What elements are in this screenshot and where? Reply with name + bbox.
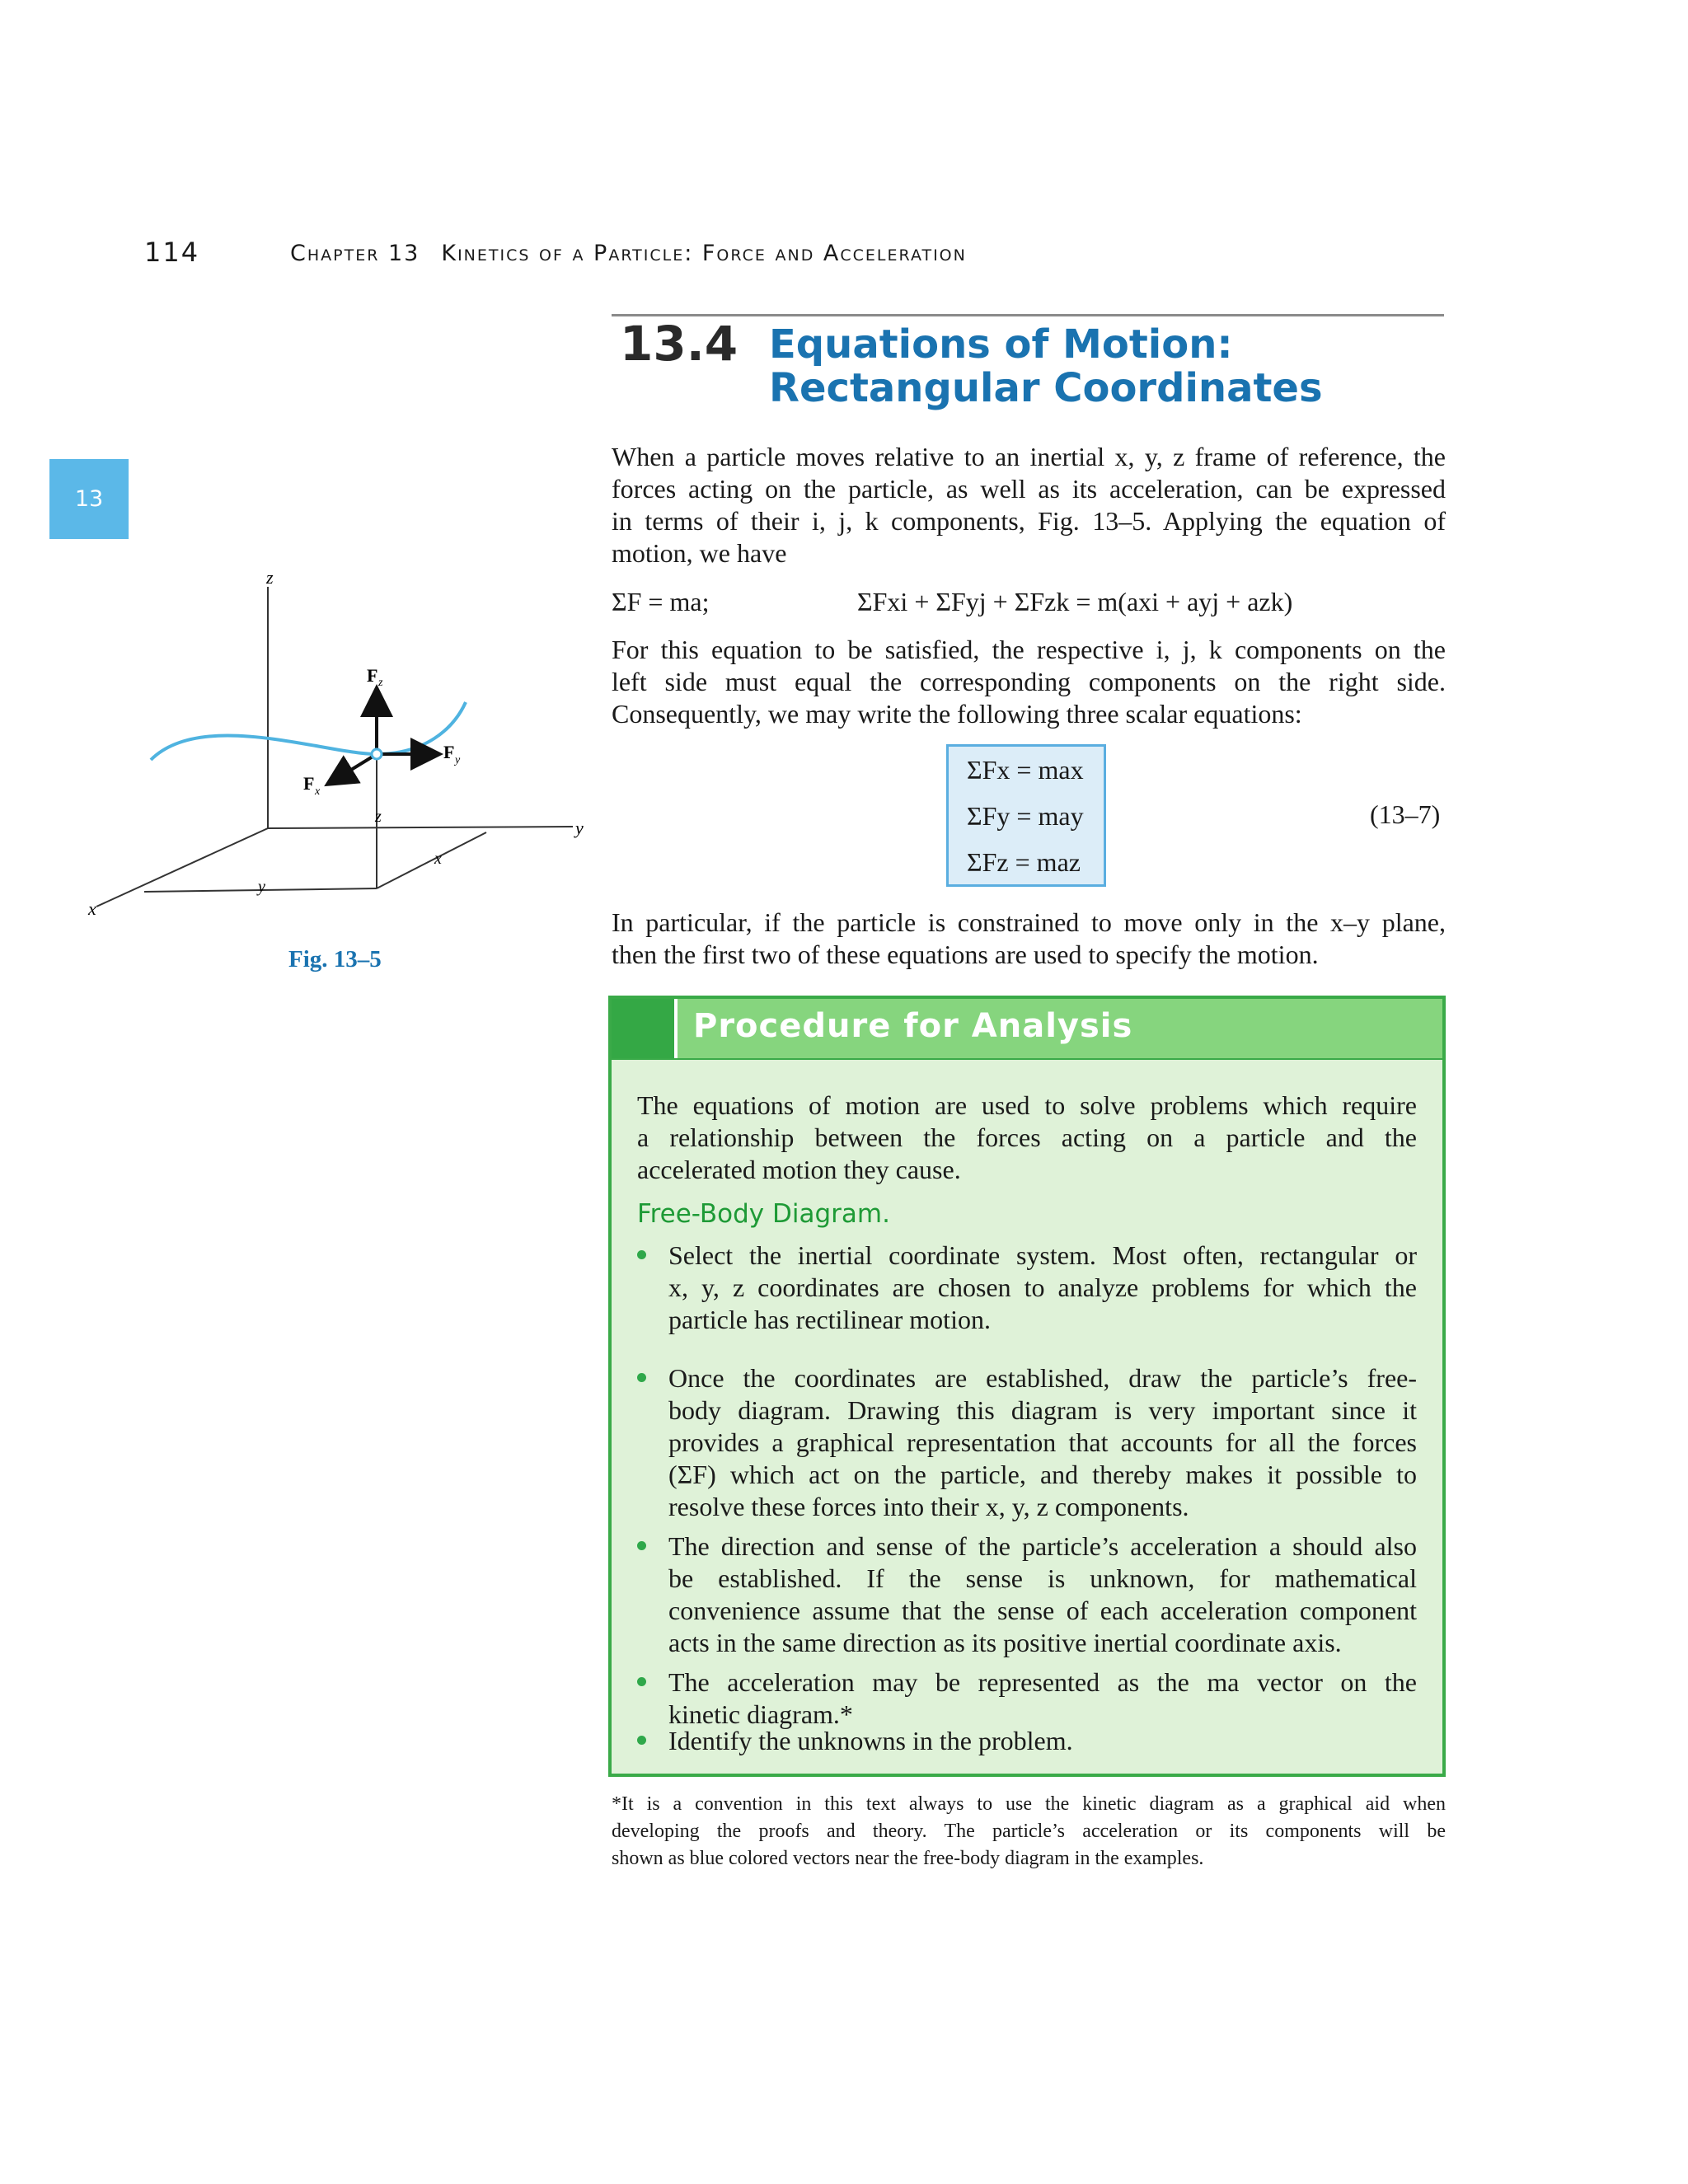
bullet-line: resolve these forces into their x, y, z components. [668, 1492, 1189, 1521]
planar-paragraph [612, 907, 1446, 971]
intro-paragraph [612, 441, 1446, 569]
force-diagram [78, 569, 606, 931]
scalar-equations-box [946, 744, 1106, 887]
force-y-label: F [443, 742, 455, 762]
page-number: 114 [144, 237, 200, 268]
paragraph-line: For this equation to be satisfied, the respective i, j, k components on the [612, 635, 1446, 664]
x-axis-label: x [88, 898, 96, 919]
section-number: 13.4 [620, 316, 738, 372]
bullet-dot [637, 1250, 646, 1259]
bullet-dot [637, 1541, 646, 1550]
footnote [612, 1791, 1446, 1872]
footnote-line: developing the proofs and theory. The particle’s acceleration or its components will be [612, 1821, 1446, 1842]
footnote-line: shown as blue colored vectors near the free-body diagram in the examples. [612, 1848, 1204, 1869]
footnote-line: *It is a convention in this text always to use the kinetic diagram as a graphical aid when [612, 1793, 1446, 1815]
paragraph-line: accelerated motion they cause. [637, 1155, 961, 1184]
particle-path [151, 702, 466, 760]
paragraph-line: The equations of motion are used to solve problems which require [637, 1090, 1417, 1120]
bullet-item [637, 1530, 1417, 1659]
force-x-label: F [303, 773, 315, 794]
bullet-line: The acceleration may be represented as the ma vector on the [668, 1667, 1417, 1697]
bullet-item [637, 1362, 1417, 1523]
chapter-title: Kinetics of a Particle: Force and Acceleration [441, 241, 967, 266]
bullet-line: Select the inertial coordinate system. Most often, rectangular or [668, 1240, 1417, 1270]
bullet-line: convenience assume that the sense of each acceleration component [668, 1596, 1417, 1625]
force-x-subscript: x [315, 785, 321, 798]
procedure-tab [612, 999, 674, 1058]
z-axis-label: z [266, 569, 274, 588]
chapter-label: Chapter 13 [290, 241, 420, 266]
intro-line: When a particle moves relative to an inertial x, y, z frame of reference, the [612, 442, 1446, 471]
particle [372, 749, 382, 759]
paragraph-line: In particular, if the particle is constrained to move only in the x–y plane, [612, 907, 1446, 937]
force-z-label: F [367, 665, 378, 686]
z-dimension-label: z [375, 808, 382, 826]
procedure-title: Procedure for Analysis [693, 1007, 1133, 1045]
y-dimension-label: y [258, 878, 265, 896]
bullet-dot [637, 1373, 646, 1382]
procedure-divider [674, 999, 678, 1058]
bullet-line: acts in the same direction as its positive inertial coordinate axis. [668, 1628, 1342, 1657]
figure-caption: Fig. 13–5 [288, 946, 382, 972]
chapter-tab: 13 [49, 459, 129, 539]
x-axis [96, 828, 268, 907]
bullet-line: provides a graphical representation that accounts for all the forces [668, 1427, 1417, 1457]
bullet-line: particle has rectilinear motion. [668, 1305, 991, 1334]
force-x-arrow [330, 754, 377, 783]
equation-y: ΣFy = may [967, 801, 1084, 831]
running-header [290, 241, 988, 266]
equation-x: ΣFx = max [967, 755, 1084, 785]
intro-line: forces acting on the particle, as well as its acceleration, can be expressed [612, 474, 1446, 504]
force-z-subscript: z [378, 677, 383, 689]
bullet-line: kinetic diagram.* [668, 1699, 853, 1729]
y-axis-label: y [575, 818, 584, 838]
section-title: Equations of Motion: Rectangular Coordinates [769, 321, 1323, 411]
bullet-line: be established. If the sense is unknown, for mathematical [668, 1563, 1417, 1593]
bullet-item [637, 1666, 1417, 1731]
bullet-line: The direction and sense of the particle’s acceleration a should also [668, 1531, 1417, 1561]
intro-line: in terms of their i, j, k components, Fig. 13–5. Applying the equation of [612, 506, 1446, 536]
bullet-line: x, y, z coordinates are chosen to analyze problems for which the [668, 1272, 1417, 1302]
bullet-dot [637, 1736, 646, 1745]
procedure-rule [612, 1058, 1442, 1060]
y-axis [268, 827, 573, 828]
free-body-diagram-heading: Free-Body Diagram. [637, 1199, 890, 1229]
equation-label: ΣF = ma; [612, 587, 710, 616]
bullet-dot [637, 1677, 646, 1686]
paragraph-line: Consequently, we may write the following three scalar equations: [612, 699, 1302, 729]
bullet-line: Once the coordinates are established, draw the particle’s free- [668, 1363, 1417, 1393]
bullet-item [637, 1725, 1417, 1757]
equation-z: ΣFz = maz [967, 847, 1081, 877]
bullet-line: body diagram. Drawing this diagram is very important since it [668, 1395, 1417, 1425]
bullet-line: Identify the unknowns in the problem. [668, 1726, 1073, 1755]
x-dimension-line [377, 832, 486, 888]
x-dimension-label: x [434, 850, 442, 868]
vector-equation: ΣFxi + ΣFyj + ΣFzk = m(axi + ayj + azk) [857, 587, 1293, 616]
procedure-intro [637, 1090, 1417, 1186]
bullet-line: (ΣF) which act on the particle, and thereby makes it possible to [668, 1460, 1417, 1489]
paragraph-line: then the first two of these equations are used to specify the motion. [612, 940, 1319, 969]
paragraph-line: left side must equal the corresponding components on the right side. [612, 667, 1446, 696]
intro-line: motion, we have [612, 538, 787, 568]
equation-number: (13–7) [1370, 799, 1441, 829]
paragraph-line: a relationship between the forces acting on a particle and the [637, 1122, 1417, 1152]
component-paragraph [612, 634, 1446, 730]
bullet-item [637, 1240, 1417, 1336]
force-y-subscript: y [455, 754, 461, 766]
